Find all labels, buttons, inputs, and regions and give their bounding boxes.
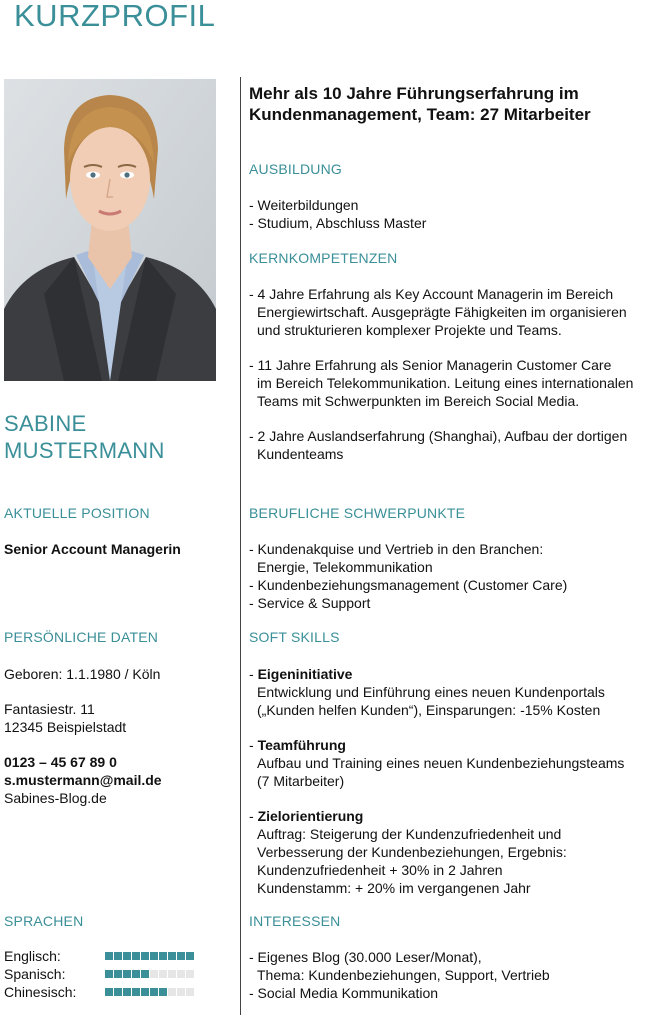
level-square-filled: [159, 988, 167, 996]
level-square-filled: [177, 952, 185, 960]
section-heading-soft-skills: SOFT SKILLS: [249, 629, 340, 645]
list-item: - 11 Jahre Erfahrung als Senior Managerin Customer Care: [249, 357, 612, 373]
level-square-filled: [123, 970, 131, 978]
soft-skill-title: - Teamführung: [249, 737, 346, 753]
list-item-cont: Teams mit Schwerpunkten im Bereich Social Media.: [257, 393, 580, 409]
phone-number: 0123 – 45 67 89 0: [4, 754, 117, 770]
level-square-filled: [114, 952, 122, 960]
headline-line: Mehr als 10 Jahre Führungserfahrung im: [249, 84, 579, 103]
level-square-empty: [186, 970, 194, 978]
column-divider: [240, 77, 241, 1015]
list-item-cont: Entwicklung und Einführung eines neuen Kundenportals: [257, 684, 605, 700]
soft-skill-name: Teamführung: [257, 737, 346, 753]
name-first: SABINE: [4, 411, 87, 436]
blog-link[interactable]: Sabines-Blog.de: [4, 790, 107, 806]
language-level-bar: [105, 970, 194, 978]
soft-skill-title: - Zielorientierung: [249, 808, 364, 824]
level-square-filled: [105, 970, 113, 978]
profile-photo: [4, 79, 216, 381]
ausbildung-list: [249, 196, 426, 232]
soft-skill-name: Zielorientierung: [257, 808, 364, 824]
language-name: Chinesisch:: [4, 984, 77, 1000]
list-item-cont: Kundenzufriedenheit + 30% in 2 Jahren: [257, 862, 503, 878]
section-heading-ausbildung: AUSBILDUNG: [249, 161, 343, 177]
name-last: MUSTERMANN: [4, 438, 165, 463]
language-level-bar: [105, 952, 194, 960]
soft-skill-item: [249, 665, 605, 719]
level-square-filled: [150, 988, 158, 996]
language-row: [4, 966, 224, 984]
language-row: [4, 984, 224, 1002]
level-square-filled: [132, 988, 140, 996]
list-item-cont: („Kunden helfen Kunden“), Einsparungen: -15% Kosten: [257, 702, 601, 718]
language-name: Englisch:: [4, 948, 61, 964]
list-item-cont: Energie, Telekommunikation: [257, 559, 433, 575]
soft-skill-title: - Eigeninitiative: [249, 666, 353, 682]
headline-line: Kundenmanagement, Team: 27 Mitarbeiter: [249, 105, 591, 124]
language-name: Spanisch:: [4, 966, 66, 982]
current-position: Senior Account Managerin: [4, 541, 181, 557]
list-item-cont: (7 Mitarbeiter): [257, 773, 345, 789]
list-item-cont: Kundenstamm: + 20% im vergangenen Jahr: [257, 880, 531, 896]
soft-skill-item: [249, 736, 624, 790]
list-item: - Eigenes Blog (30.000 Leser/Monat),: [249, 949, 482, 965]
level-square-filled: [186, 952, 194, 960]
language-level-bar: [105, 988, 194, 996]
level-square-filled: [105, 952, 113, 960]
level-square-filled: [132, 970, 140, 978]
level-square-empty: [177, 970, 185, 978]
list-item: - Social Media Kommunikation: [249, 985, 439, 1001]
section-heading-berufliche-schwerpunkte: BERUFLICHE SCHWERPUNKTE: [249, 505, 466, 521]
person-name: [4, 410, 165, 464]
language-row: [4, 948, 224, 966]
page-title: KURZPROFIL: [14, 0, 216, 33]
section-heading-persoenliche-daten: PERSÖNLICHE DATEN: [4, 629, 159, 645]
level-square-filled: [114, 988, 122, 996]
list-item-cont: und strukturieren komplexer Projekte und Teams.: [257, 322, 562, 338]
list-item-cont: Auftrag: Steigerung der Kundenzufriedenheit und: [257, 826, 562, 842]
list-item-cont: Kundenteams: [257, 446, 344, 462]
section-heading-kernkompetenzen: KERNKOMPETENZEN: [249, 250, 398, 266]
section-heading-interessen: INTERESSEN: [249, 913, 341, 929]
kernkompetenzen-item: [249, 285, 627, 339]
level-square-empty: [168, 988, 176, 996]
email-link[interactable]: s.mustermann@mail.de: [4, 772, 162, 788]
address-street: Fantasiestr. 11: [4, 701, 95, 717]
level-square-empty: [150, 970, 158, 978]
level-square-filled: [141, 988, 149, 996]
soft-skill-name: Eigeninitiative: [257, 666, 353, 682]
kernkompetenzen-item: [249, 427, 627, 463]
list-item: - Weiterbildungen: [249, 197, 359, 213]
level-square-filled: [123, 952, 131, 960]
interessen-list: [249, 948, 550, 1002]
level-square-empty: [186, 988, 194, 996]
headline: [249, 83, 591, 125]
section-heading-sprachen: SPRACHEN: [4, 913, 84, 929]
section-heading-aktuelle-position: AKTUELLE POSITION: [4, 505, 150, 521]
kernkompetenzen-item: [249, 356, 633, 410]
list-item-cont: Aufbau und Training eines neuen Kundenbeziehungsteams: [257, 755, 625, 771]
address-city: 12345 Beispielstadt: [4, 719, 127, 735]
level-square-filled: [114, 970, 122, 978]
level-square-filled: [150, 952, 158, 960]
list-item: - Kundenbeziehungsmanagement (Customer Care): [249, 577, 568, 593]
list-item-cont: im Bereich Telekommunikation. Leitung eines internationalen: [257, 375, 634, 391]
schwerpunkte-list: [249, 540, 567, 612]
level-square-filled: [123, 988, 131, 996]
level-square-empty: [168, 970, 176, 978]
level-square-filled: [132, 952, 140, 960]
level-square-filled: [105, 988, 113, 996]
level-square-filled: [141, 952, 149, 960]
list-item: - Kundenakquise und Vertrieb in den Branchen:: [249, 541, 544, 557]
portrait-illustration: [4, 79, 216, 381]
level-square-filled: [168, 952, 176, 960]
list-item-cont: Thema: Kundenbeziehungen, Support, Vertrieb: [257, 967, 550, 983]
list-item: - 2 Jahre Auslandserfahrung (Shanghai), Aufbau der dortigen: [249, 428, 628, 444]
list-item: - Studium, Abschluss Master: [249, 215, 427, 231]
birth-info: Geboren: 1.1.1980 / Köln: [4, 666, 161, 682]
list-item-cont: Energiewirtschaft. Ausgeprägte Fähigkeiten im organisieren: [257, 304, 627, 320]
soft-skill-item: [249, 807, 567, 897]
list-item-cont: Verbesserung der Kundenbeziehungen, Ergebnis:: [257, 844, 567, 860]
level-square-empty: [159, 970, 167, 978]
level-square-filled: [141, 970, 149, 978]
list-item: - Service & Support: [249, 595, 371, 611]
level-square-empty: [177, 988, 185, 996]
list-item: - 4 Jahre Erfahrung als Key Account Managerin im Bereich: [249, 286, 614, 302]
level-square-filled: [159, 952, 167, 960]
